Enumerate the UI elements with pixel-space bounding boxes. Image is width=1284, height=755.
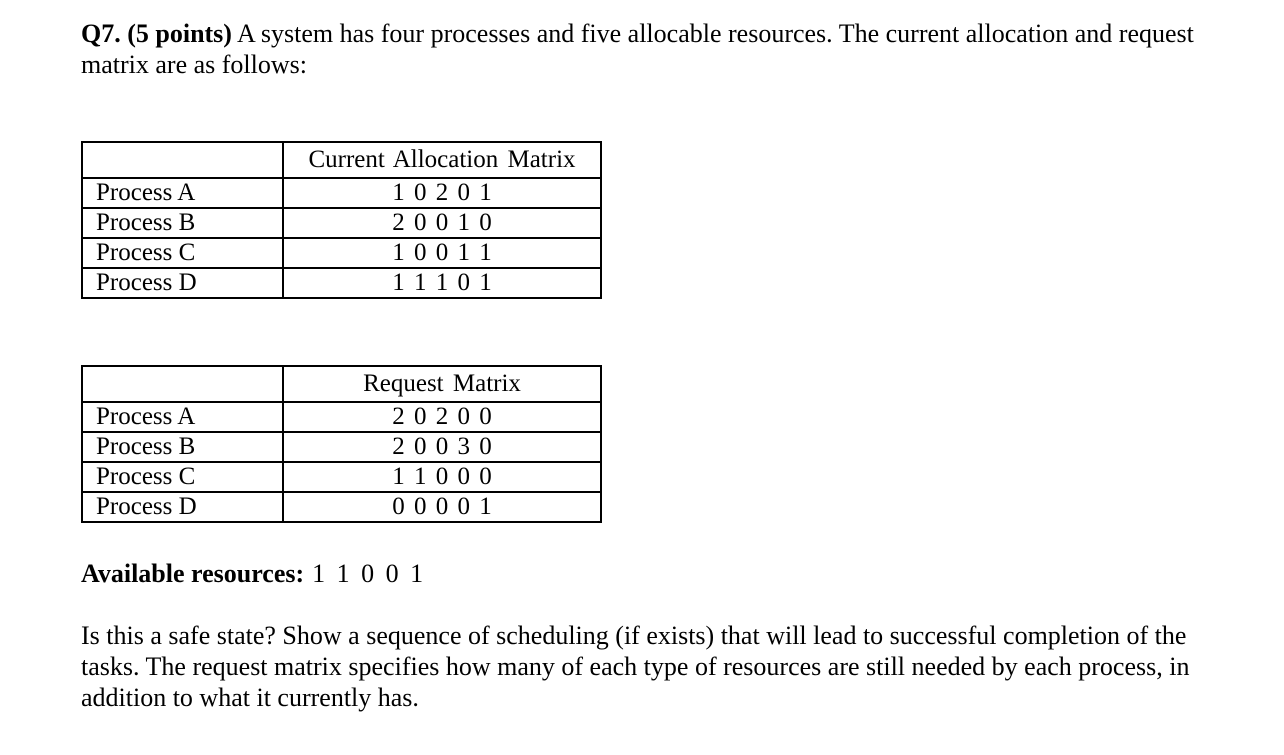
process-label: Process D bbox=[82, 268, 283, 298]
process-label: Process B bbox=[82, 208, 283, 238]
table-row bbox=[82, 402, 601, 432]
table-row bbox=[82, 462, 601, 492]
table-row bbox=[82, 178, 601, 208]
table-header-row bbox=[82, 142, 601, 178]
request-values: 2 0 0 3 0 bbox=[283, 432, 601, 462]
allocation-values: 1 0 2 0 1 bbox=[283, 178, 601, 208]
question-intro bbox=[81, 18, 1241, 80]
request-matrix-header: Request Matrix bbox=[283, 366, 601, 402]
allocation-values: 2 0 0 1 0 bbox=[283, 208, 601, 238]
process-label: Process C bbox=[82, 462, 283, 492]
process-label: Process C bbox=[82, 238, 283, 268]
table-header-row bbox=[82, 366, 601, 402]
process-label: Process D bbox=[82, 492, 283, 522]
empty-header-cell bbox=[82, 142, 283, 178]
available-values: 1 1 0 0 1 bbox=[312, 559, 424, 588]
process-label: Process A bbox=[82, 402, 283, 432]
request-values: 2 0 2 0 0 bbox=[283, 402, 601, 432]
question-label: Q7. (5 points) bbox=[81, 19, 232, 48]
available-label: Available resources: bbox=[81, 559, 305, 588]
process-label: Process B bbox=[82, 432, 283, 462]
table-row bbox=[82, 208, 601, 238]
allocation-values: 1 0 0 1 1 bbox=[283, 238, 601, 268]
request-values: 0 0 0 0 1 bbox=[283, 492, 601, 522]
table-row bbox=[82, 492, 601, 522]
request-matrix-table bbox=[81, 365, 602, 523]
table-row bbox=[82, 238, 601, 268]
intro-text: A system has four processes and five allocable resources. The current allocation and request matrix are as follows: bbox=[81, 19, 1194, 79]
request-values: 1 1 0 0 0 bbox=[283, 462, 601, 492]
question-text: Is this a safe state? Show a sequence of scheduling (if exists) that will lead to successful completion of the tasks. The request matrix specifies how many of each type of resources are still needed by each process, in addition to what it currently has. bbox=[81, 621, 1190, 712]
empty-header-cell bbox=[82, 366, 283, 402]
table-row bbox=[82, 268, 601, 298]
process-label: Process A bbox=[82, 178, 283, 208]
allocation-values: 1 1 1 0 1 bbox=[283, 268, 601, 298]
allocation-matrix-header: Current Allocation Matrix bbox=[283, 142, 601, 178]
available-resources bbox=[81, 558, 423, 589]
table-row bbox=[82, 432, 601, 462]
allocation-matrix-table bbox=[81, 141, 602, 299]
